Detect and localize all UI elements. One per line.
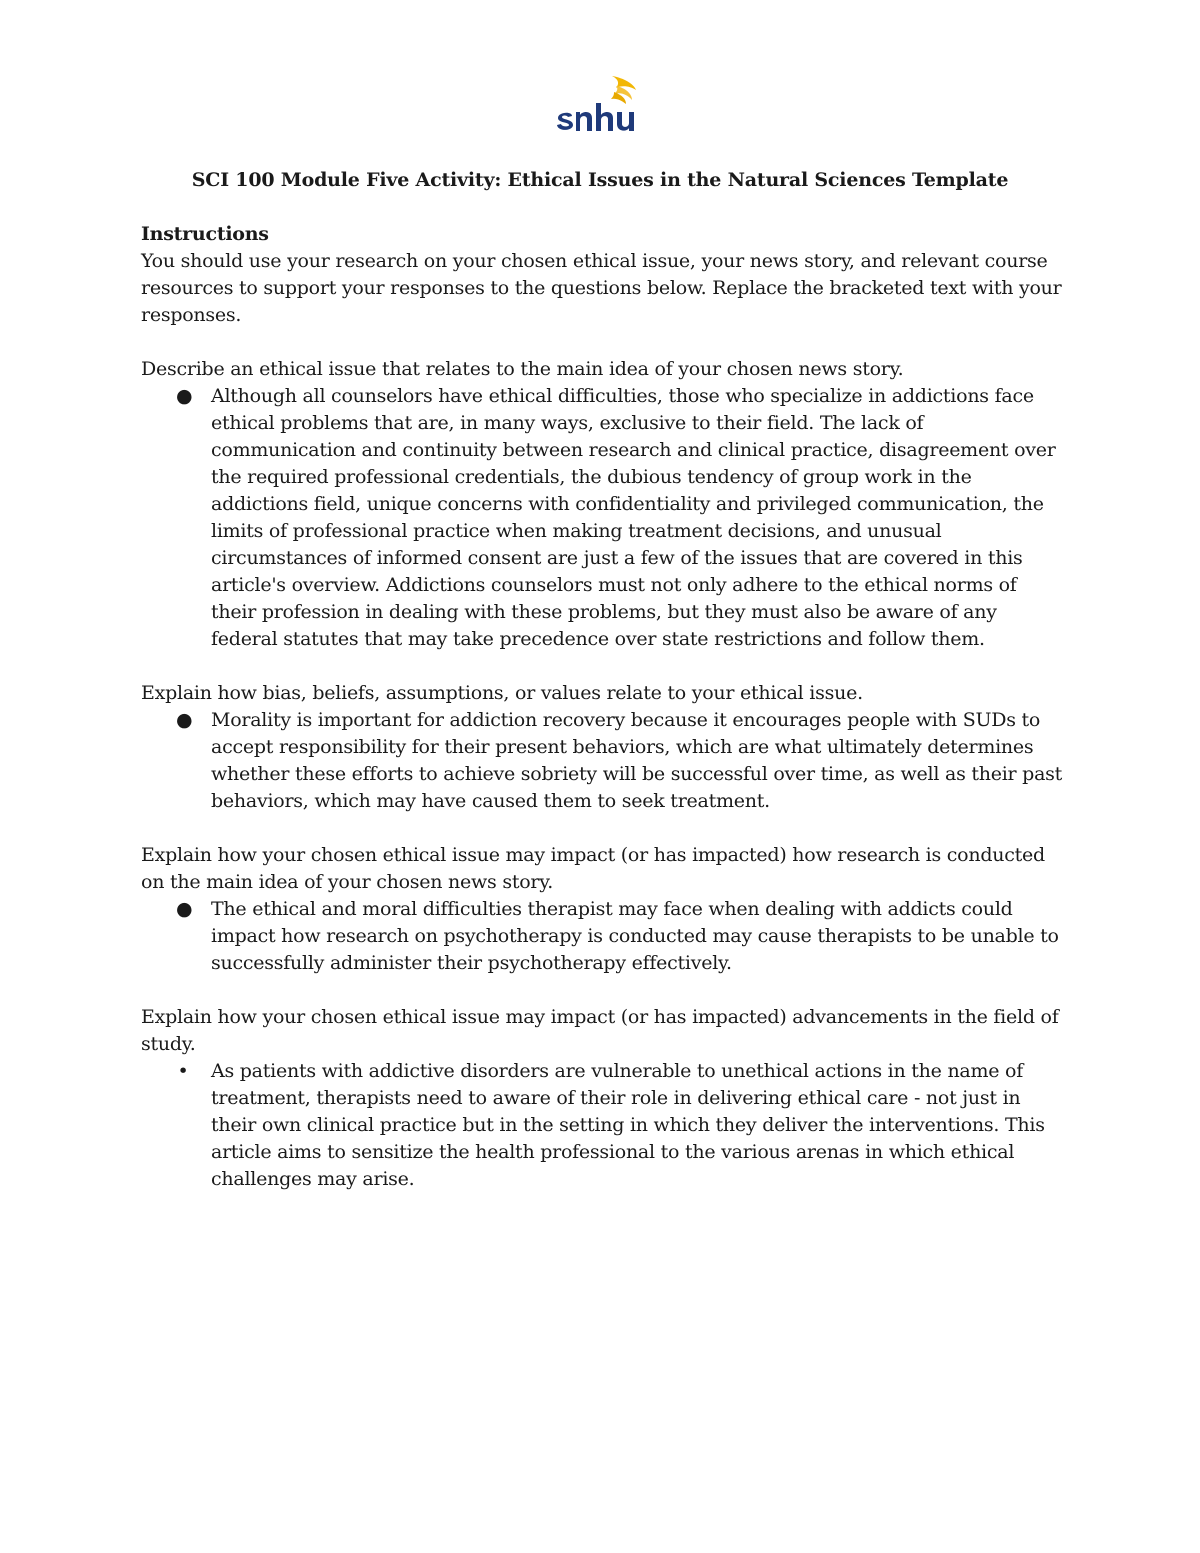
question-section-1 <box>141 356 1066 653</box>
bullet-icon: ● <box>176 385 193 407</box>
answer-item <box>176 707 1066 815</box>
answer-item <box>176 896 1066 977</box>
answer-item <box>177 1058 1066 1193</box>
bullet-icon: • <box>177 1060 189 1082</box>
instructions-text: You should use your research on your chosen ethical issue, your news story, and relevant course resources to support your responses to the questions below. Replace the bracketed text with your responses. <box>141 250 1062 326</box>
question-section-3 <box>141 842 1066 977</box>
question-prompt: Explain how bias, beliefs, assumptions, or values relate to your ethical issue. <box>141 682 863 704</box>
answer-list <box>141 383 1066 653</box>
snhu-logo <box>556 74 640 132</box>
document-title: SCI 100 Module Five Activity: Ethical Issues in the Natural Sciences Template <box>191 169 1009 191</box>
bullet-icon: ● <box>176 709 193 731</box>
answer-text: Morality is important for addiction recovery because it encourages people with SUDs to accept responsibility for their present behaviors, which are what ultimately determines whether these efforts to achieve sobriety will be successful over time, as well as their past behaviors, which may have caused them to seek treatment. <box>211 709 1063 812</box>
answer-text: The ethical and moral difficulties therapist may face when dealing with addicts could impact how research on psychotherapy is conducted may cause therapists to be unable to successfully administer their psychotherapy effectively. <box>211 898 1059 974</box>
answer-list <box>141 707 1066 815</box>
answer-list <box>141 896 1066 977</box>
question-prompt: Describe an ethical issue that relates to the main idea of your chosen news story. <box>141 358 904 380</box>
question-prompt: Explain how your chosen ethical issue may impact (or has impacted) how research is conducted on the main idea of your chosen news story. <box>141 844 1045 893</box>
answer-list <box>141 1058 1066 1193</box>
question-section-4 <box>141 1004 1066 1193</box>
question-prompt: Explain how your chosen ethical issue may impact (or has impacted) advancements in the field of study. <box>141 1006 1059 1055</box>
instructions-heading: Instructions <box>141 223 269 245</box>
answer-text: Although all counselors have ethical difficulties, those who specialize in addictions face ethical problems that are, in many ways, exclusive to their field. The lack of communication and continuity between research and clinical practice, disagreement over the required professional credentials, the dubious tendency of group work in the addictions field, unique concerns with confidentiality and privileged communication, the limits of professional practice when making treatment decisions, and unusual circumstances of informed consent are just a few of the issues that are covered in this article's overview. Addictions counselors must not only adhere to the ethical norms of their profession in dealing with these problems, but they must also be aware of any federal statutes that may take precedence over state restrictions and follow them. <box>211 385 1056 650</box>
answer-item <box>176 383 1066 653</box>
question-section-2 <box>141 680 1066 815</box>
answer-text: As patients with addictive disorders are vulnerable to unethical actions in the name of treatment, therapists need to aware of their role in delivering ethical care - not just in their own clinical practice but in the setting in which they deliver the interventions. This article aims to sensitize the health professional to the various arenas in which ethical challenges may arise. <box>211 1060 1045 1190</box>
snhu-logo-graphic <box>556 74 640 132</box>
document-body <box>141 221 1066 1193</box>
bullet-icon: ● <box>176 898 193 920</box>
